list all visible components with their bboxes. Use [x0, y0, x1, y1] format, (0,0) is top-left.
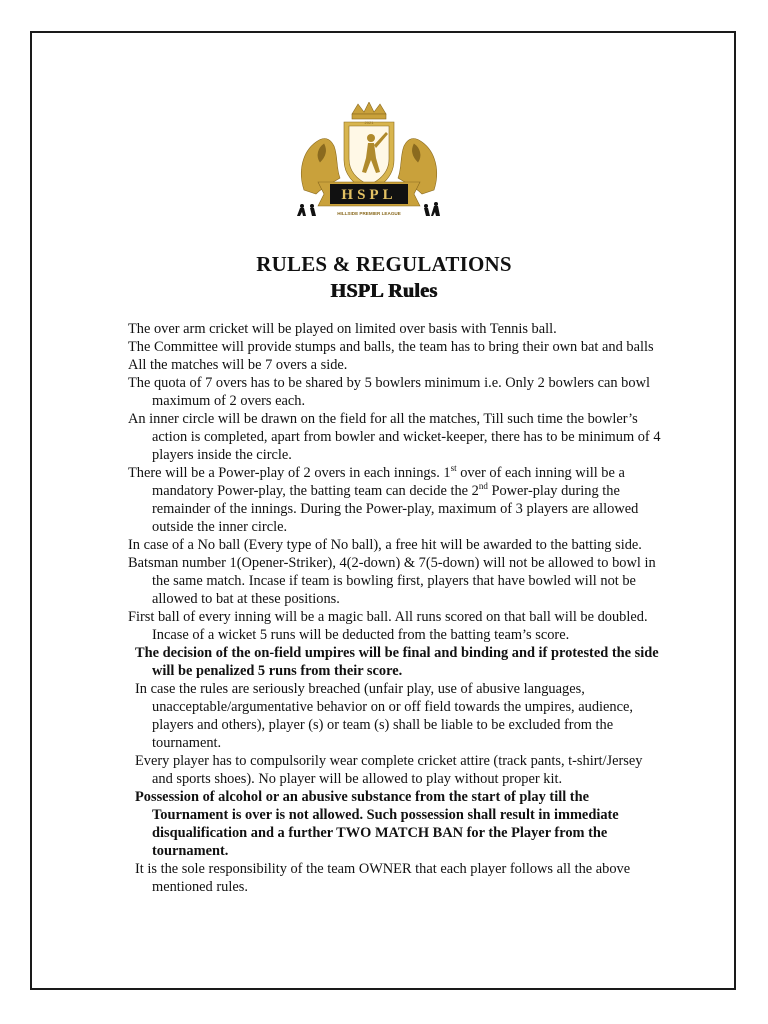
hspl-logo: [294, 102, 444, 220]
rule-item-powerplay: There will be a Power-play of 2 overs in each innings. 1st over of each inning will be a mandatory Power-play, the batting team can decide the 2nd Power-play during the remainder of the innings. During the Power-play, maximum of 3 players are allowed outside the inner circle.: [128, 463, 639, 535]
rule-item: It is the sole responsibility of the team OWNER that each player follows all the above mentioned rules.: [135, 861, 631, 895]
logo-year: 2021: [364, 120, 374, 125]
logo-tagline: HILLSIDE PREMIER LEAGUE: [337, 211, 401, 216]
rule-item: In case of a No ball (Every type of No ball), a free hit will be awarded to the batting side.: [128, 537, 642, 553]
rule-item: All the matches will be 7 overs a side.: [128, 357, 348, 373]
rule-item: The Committee will provide stumps and balls, the team has to bring their own bat and balls: [128, 339, 654, 355]
page-subheading: HSPL Rules: [330, 280, 438, 302]
rule-item: Every player has to compulsorily wear complete cricket attire (track pants, t-shirt/Jersey and sports shoes). No player will be allowed to play without proper kit.: [135, 753, 643, 787]
rule-item: In case the rules are seriously breached (unfair play, use of abusive languages, unacceptable/argumentative behavior on or off field towards the umpires, audience, players and others), player (s) or team (s) shall be liable to be excluded from the tournament.: [135, 681, 633, 751]
rule-item: Batsman number 1(Opener-Striker), 4(2-down) & 7(5-down) will not be allowed to bowl in the same match. Incase if team is bowling first, players that have bowled will not be allowed to bat at these positions.: [128, 555, 656, 607]
rule-item: The quota of 7 overs has to be shared by 5 bowlers minimum i.e. Only 2 bowlers can bowl maximum of 2 overs each.: [128, 375, 650, 409]
rule-item: The over arm cricket will be played on limited over basis with Tennis ball.: [128, 321, 557, 337]
rule-item-bold: The decision of the on-field umpires will be final and binding and if protested the side will be penalized 5 runs from their score.: [135, 645, 659, 679]
rule-item: An inner circle will be drawn on the field for all the matches, Till such time the bowler’s action is completed, apart from bowler and wicket-keeper, there has to be minimum of 4 players inside the circle.: [128, 411, 661, 463]
rule-item: First ball of every inning will be a magic ball. All runs scored on that ball will be doubled. Incase of a wicket 5 runs will be deducted from the batting team’s score.: [128, 609, 648, 643]
rule-item-bold: Possession of alcohol or an abusive substance from the start of play till the Tournament is over is not allowed. Such possession shall result in immediate disqualification and a further TWO MATCH BAN for the Player from the tournament.: [135, 789, 619, 859]
logo-text: HSPL: [341, 187, 397, 203]
page-heading: RULES & REGULATIONS: [256, 252, 512, 276]
rules-list: [128, 320, 662, 896]
